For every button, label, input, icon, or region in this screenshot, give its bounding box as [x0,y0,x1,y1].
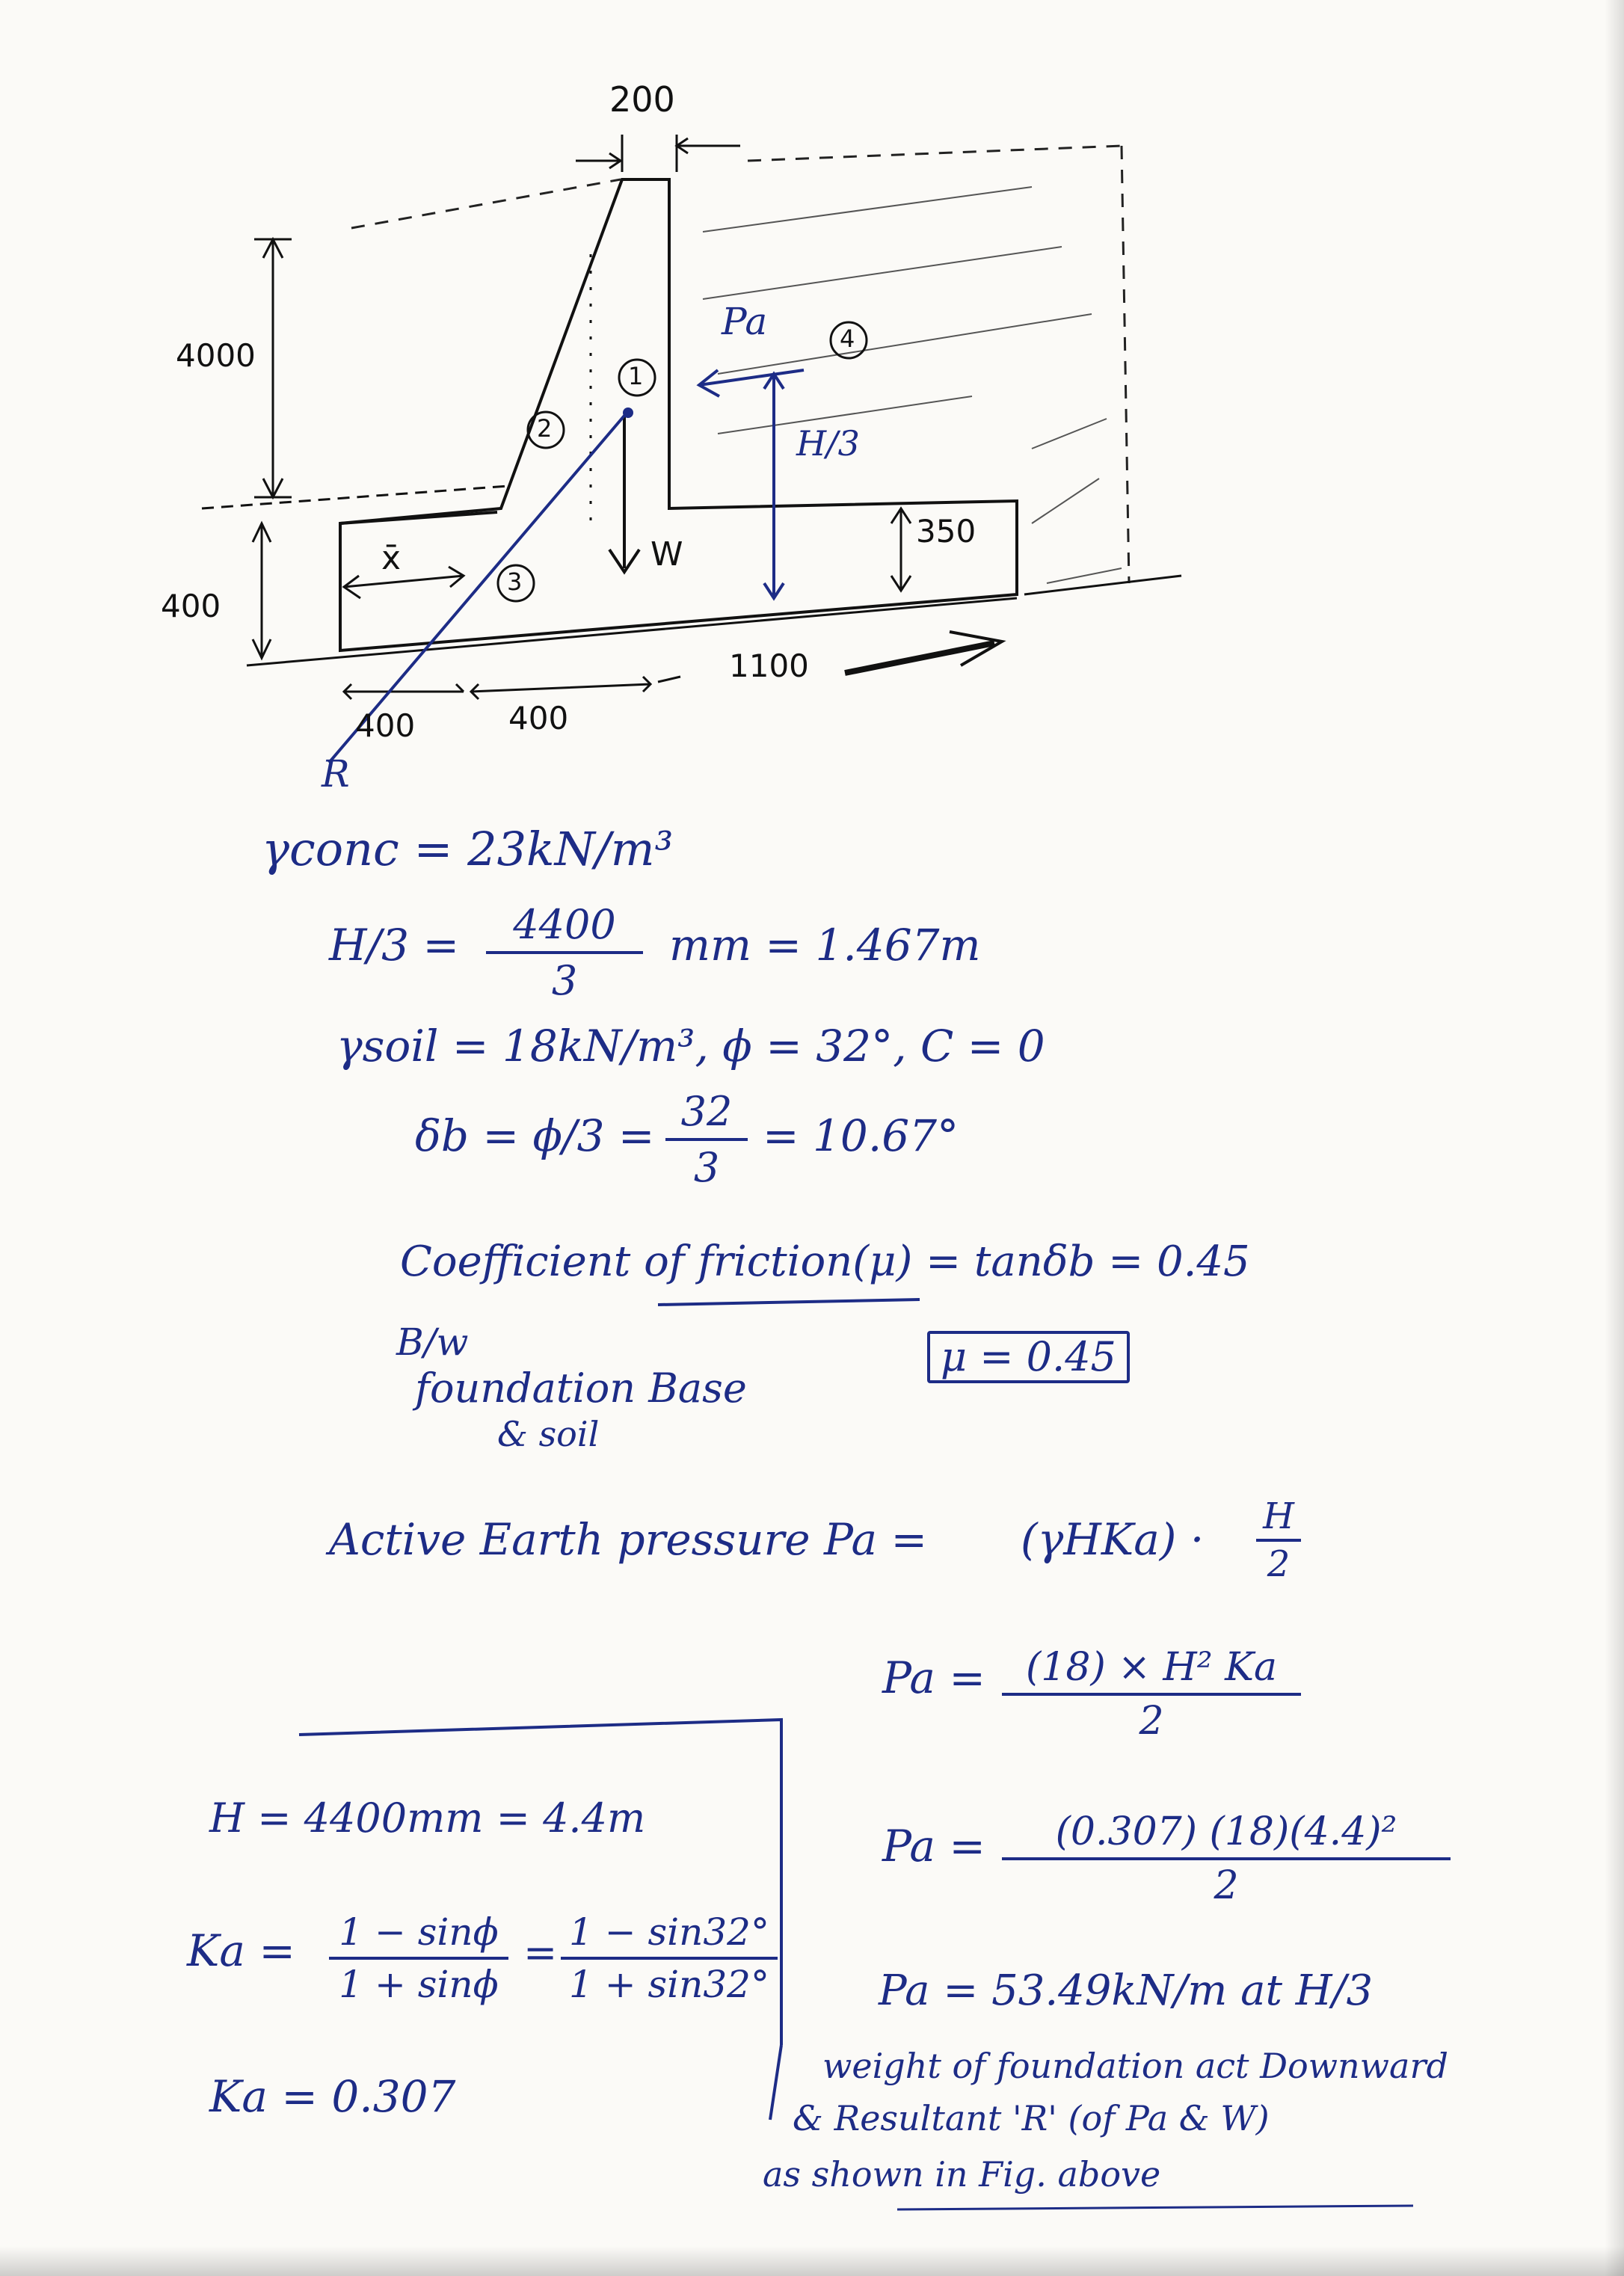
label-zone1: 1 [628,362,644,390]
pa-formula-1-numerator: (18) × H² Ka [1026,1645,1277,1690]
pa-formula-2-lhs: Pa = [882,1821,986,1871]
right-notes-divider [770,2045,781,2120]
bw-label: B/w [396,1320,469,1364]
backfill-top-dashed-line [351,146,1122,228]
dim-200-arrows [576,135,740,172]
delta-numerator: 32 [680,1088,733,1135]
note-line-2: & Resultant 'R' (of Pa & W) [793,2098,1270,2138]
label-heel-width: 1100 [729,648,809,684]
delta-lhs: δb = ϕ/3 = [415,1110,655,1161]
label-pa: Pa [722,300,768,343]
xbar-arrow [344,576,464,587]
pa-result: Pa = 53.49kN/m at H/3 [879,1966,1374,2015]
base-top-line [340,512,497,523]
label-mid-width: 400 [508,700,569,736]
ka-numerator-1: 1 − sinϕ [339,1910,499,1954]
backfill-right-dashed-edge [1122,146,1129,583]
label-toe-width: 400 [355,707,416,744]
pa-formula-1-denominator: 2 [1139,1699,1164,1744]
pa-formula-2-numerator: (0.307) (18)(4.4)² [1055,1809,1397,1854]
label-xbar: x̄ [381,539,402,577]
wall-stem-outline [340,179,1017,650]
gamma-soil: γsoil = 18kN/m³, ϕ = 32°, C = 0 [336,1021,1045,1071]
note-line-1: weight of foundation act Downward [822,2046,1448,2086]
mu-boxed-result: μ = 0.45 [927,1331,1130,1383]
ka-lhs: Ka = [187,1925,295,1976]
label-base-thickness: 400 [161,588,221,624]
ka-equals: = [523,1929,558,1976]
ka-result: Ka = 0.307 [209,2071,456,2122]
label-zone3: 3 [507,568,523,596]
active-denominator: 2 [1267,1543,1291,1585]
label-zone4: 4 [840,325,855,353]
page-edge-shadow [1605,0,1624,2276]
foundation-base-label: foundation Base [415,1365,747,1412]
gamma-conc: γconc = 23kN/m³ [262,822,674,876]
h-value-line: H = 4400mm = 4.4m [209,1794,646,1842]
h3-denominator: 3 [551,957,578,1004]
label-weight: W [650,535,683,573]
label-stem-height: 4000 [176,337,256,374]
delta-fraction [665,1088,748,1191]
h3-lhs: H/3 = [329,920,460,971]
dim-bottom-arrows [344,677,650,699]
h3-numerator: 4400 [513,901,616,948]
coefficient-line: Coefficient of friction(μ) = tanδb = 0.45 [400,1237,1250,1286]
label-top-width: 200 [609,79,675,120]
active-numerator: H [1263,1495,1294,1537]
dim-4000-line [254,239,292,497]
h3-rhs: mm = 1.467m [669,920,981,971]
pa-formula-2 [1002,1809,1451,1908]
label-resultant: R [322,752,350,796]
ka-fraction-2 [561,1910,778,2006]
label-zone2: 2 [537,414,553,443]
note-underline [897,2206,1413,2209]
active-pressure-lhs: Active Earth pressure Pa = [329,1514,928,1565]
active-pressure-expr: (γHKa) · [1021,1514,1205,1565]
label-h3: H/3 [796,423,860,464]
pa-formula-2-denominator: 2 [1214,1863,1239,1908]
front-ground-dashed [202,486,508,508]
coef-underline [658,1300,920,1305]
active-h2-fraction [1256,1495,1301,1585]
h3-fraction [486,901,643,1004]
page-bottom-shadow [0,2246,1624,2276]
and-soil-label: & soil [497,1414,600,1454]
label-heel-thickness: 350 [916,513,976,550]
ka-denominator-1: 1 + sinϕ [339,1963,499,2006]
note-line-3: as shown in Fig. above [763,2154,1161,2195]
pa-formula-1-lhs: Pa = [882,1652,986,1703]
ka-fraction-1 [329,1910,508,2006]
ka-numerator-2: 1 − sin32° [569,1910,769,1954]
delta-rhs: = 10.67° [763,1110,959,1161]
pa-formula-1 [1002,1645,1301,1744]
delta-denominator: 3 [693,1144,720,1191]
ka-denominator-2: 1 + sin32° [569,1963,769,2006]
